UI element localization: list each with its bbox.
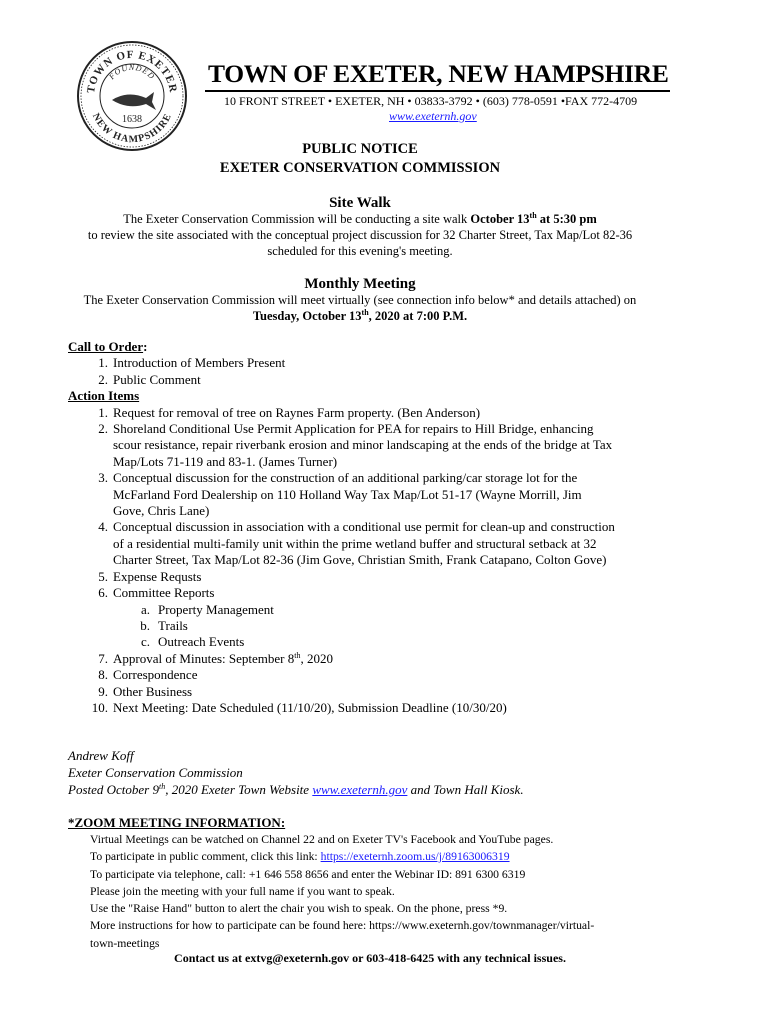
list-item: 6. Committee Reports [98, 585, 215, 601]
zoom-line-6: More instructions for how to participate can be found here: https://www.exeternh.gov/townmanager/virtual- [90, 919, 595, 933]
signer-name: Andrew Koff [68, 748, 134, 763]
zoom-line-7: town-meetings [90, 936, 160, 950]
call-to-order-heading: Call to Order: [68, 339, 148, 354]
site-walk-line-2: to review the site associated with the conceptual project discussion for 32 Charter Street, Tax Map/Lot 82-36 [87, 228, 633, 242]
list-item: 9. Other Business [98, 683, 193, 699]
zoom-heading: *ZOOM MEETING INFORMATION: [68, 815, 286, 830]
town-seal-logo [76, 40, 188, 152]
sub-list-item: b. Trails [140, 617, 188, 633]
contact-line: Contact us at extvg@exeternh.gov or 603-418-6425 with any technical issues. [174, 951, 566, 965]
list-item: 8. Correspondence [98, 667, 198, 683]
list-item: 1. Introduction of Members Present [98, 355, 286, 371]
list-item: 5. Expense Requsts [98, 568, 202, 584]
seal-founded-text: FOUNDED [107, 63, 157, 82]
town-address: 10 FRONT STREET • EXETER, NH • 03833-3792 • (603) 778-0591 •FAX 772-4709 [224, 94, 638, 108]
site-walk-line-1: The Exeter Conservation Commission will be conducting a site walk October 13th at 5:30 pm [123, 211, 597, 226]
list-item: 4. Conceptual discussion in association with a conditional use permit for clean-up and construction of a residential multi-family unit within the prime wetland buffer and structural setback at 32 Charter Street, Tax Map/Lot 82-36 (Jim Gove, Christian Smith, Frank Catapano, Colton Gove) [98, 519, 615, 568]
list-item: 2. Shoreland Conditional Use Permit Application for PEA for repairs to Hill Bridge, enhancing scour resistance, repair riverbank erosion and minor landscaping at the ends of the bridge at Tax Map/Lots 71-119 and 83-1. (James Turner) [98, 421, 613, 469]
list-item: 1. Request for removal of tree on Raynes Farm property. (Ben Anderson) [98, 404, 481, 420]
header-rule [205, 90, 670, 92]
site-walk-heading: Site Walk [329, 195, 391, 211]
zoom-line-2: To participate in public comment, click this link: https://exeternh.zoom.us/j/89163006319 [90, 850, 510, 864]
posted-line: Posted October 9th, 2020 Exeter Town Website www.exeternh.gov and Town Hall Kiosk. [68, 782, 524, 797]
website-link[interactable]: www.exeternh.gov [389, 109, 477, 123]
signer-org: Exeter Conservation Commission [68, 765, 243, 780]
signature-block [68, 747, 524, 798]
zoom-line-1: Virtual Meetings can be watched on Channel 22 and on Exeter TV's Facebook and YouTube pages. [90, 833, 554, 846]
commission-heading: EXETER CONSERVATION COMMISSION [219, 160, 501, 176]
site-walk-line-3: scheduled for this evening's meeting. [267, 244, 453, 258]
zoom-line-5: Use the "Raise Hand" button to alert the chair you wish to speak. On the phone, press *9. [90, 902, 508, 916]
monthly-meeting-date: Tuesday, October 13th, 2020 at 7:00 P.M. [252, 308, 468, 323]
town-title: TOWN OF EXETER, NEW HAMPSHIRE [208, 59, 669, 88]
list-item: 10. Next Meeting: Date Scheduled (11/10/20), Submission Deadline (10/30/20) [91, 699, 507, 715]
zoom-line-4: Please join the meeting with your full name if you want to speak. [90, 884, 395, 898]
list-item: 7. Approval of Minutes: September 8th, 2020 [98, 650, 333, 666]
monthly-meeting-line-1: The Exeter Conservation Commission will meet virtually (see connection info below* and details attached) on [83, 293, 637, 307]
seal-year: 1638 [122, 114, 142, 125]
sub-list-item: c. Outreach Events [140, 634, 245, 650]
list-item: 2. Public Comment [98, 371, 201, 387]
zoom-info [68, 815, 688, 952]
zoom-line-3: To participate via telephone, call: +1 646 558 8656 and enter the Webinar ID: 891 6300 6319 [90, 867, 526, 881]
list-item: 3. Conceptual discussion for the construction of an additional parking/car storage lot for the McFarland Ford Dealership on 110 Holland Way Tax Map/Lot 51-17 (Wayne Morrill, Jim Gove, Chris Lane) [98, 470, 582, 519]
monthly-meeting-heading: Monthly Meeting [304, 276, 416, 292]
action-items-heading: Action Items [68, 388, 140, 404]
public-notice-heading: PUBLIC NOTICE [302, 141, 418, 157]
posted-website-link[interactable]: www.exeternh.gov [312, 782, 408, 797]
seal-top-text: TOWN OF EXETER [84, 48, 180, 95]
sub-list-item: a. Property Management [140, 601, 274, 617]
zoom-meeting-link[interactable]: https://exeternh.zoom.us/j/89163006319 [320, 850, 510, 864]
agenda [68, 339, 678, 716]
seal-bottom-text: NEW HAMPSHIRE [89, 111, 175, 146]
